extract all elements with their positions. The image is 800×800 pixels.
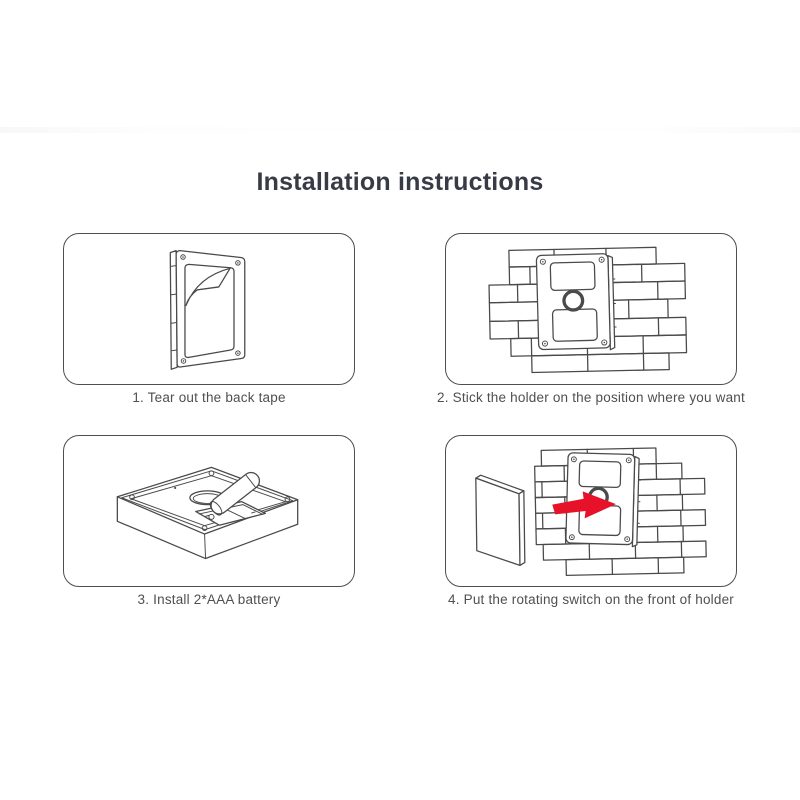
step-1-panel	[63, 233, 355, 385]
step-3-panel	[63, 435, 355, 587]
tape-peel-illustration	[64, 234, 353, 383]
switch-back-case	[117, 467, 297, 558]
step-3-caption: 3. Install 2*AAA battery	[137, 592, 281, 607]
step-4-caption: 4. Put the rotating switch on the front of holder	[448, 592, 734, 607]
step-4-panel	[445, 435, 737, 587]
battery-install-illustration	[64, 436, 353, 585]
switch-to-holder-illustration	[446, 436, 735, 585]
rotating-switch-panel	[476, 475, 525, 565]
step-2-caption: 2. Stick the holder on the position where you want	[437, 390, 745, 405]
wall-holder-plate	[536, 253, 616, 351]
step-2-panel	[445, 233, 737, 385]
page-title: Installation instructions	[256, 168, 544, 196]
back-plate	[170, 251, 244, 370]
step-1-caption: 1. Tear out the back tape	[132, 390, 286, 405]
holder-on-wall-illustration	[446, 234, 735, 383]
page-top-divider	[0, 127, 800, 133]
